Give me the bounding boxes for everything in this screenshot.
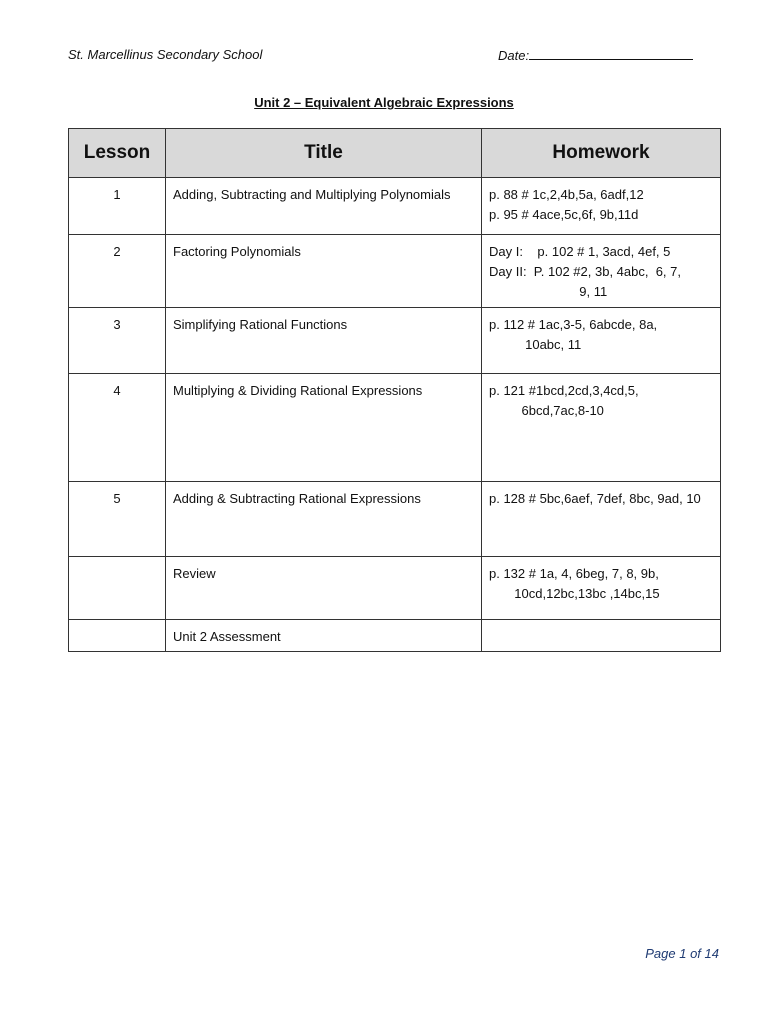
homework-line: p. 121 #1bcd,2cd,3,4cd,5, bbox=[489, 383, 639, 398]
title-cell bbox=[166, 308, 482, 374]
lesson-cell bbox=[69, 482, 166, 557]
homework-text bbox=[482, 620, 720, 627]
page-number: Page 1 of 14 bbox=[645, 946, 719, 961]
table-row bbox=[69, 557, 721, 620]
table-row bbox=[69, 178, 721, 235]
lesson-number bbox=[69, 557, 165, 564]
lesson-number: 2 bbox=[113, 244, 121, 259]
lesson-cell bbox=[69, 557, 166, 620]
title-cell bbox=[166, 620, 482, 652]
lesson-title: Unit 2 Assessment bbox=[173, 629, 281, 644]
table-row bbox=[69, 235, 721, 308]
table-header-row bbox=[69, 129, 721, 178]
lesson-title: Simplifying Rational Functions bbox=[173, 317, 348, 332]
homework-cell bbox=[482, 620, 721, 652]
homework-cell bbox=[482, 374, 721, 482]
homework-text bbox=[482, 557, 720, 604]
table-row bbox=[69, 482, 721, 557]
homework-line: p. 132 # 1a, 4, 6beg, 7, 8, 9b, bbox=[489, 566, 659, 581]
lesson-cell bbox=[69, 620, 166, 652]
title-cell bbox=[166, 235, 482, 308]
table-body bbox=[69, 178, 721, 652]
homework-line: Day I: p. 102 # 1, 3acd, 4ef, 5 bbox=[489, 244, 671, 259]
homework-text bbox=[482, 482, 720, 509]
lesson-title: Multiplying & Dividing Rational Expressions bbox=[173, 383, 423, 398]
title-cell bbox=[166, 482, 482, 557]
homework-cell bbox=[482, 308, 721, 374]
lesson-title: Factoring Polynomials bbox=[173, 244, 301, 259]
homework-table bbox=[68, 128, 721, 652]
column-header-title: Title bbox=[166, 129, 482, 178]
title-cell bbox=[166, 374, 482, 482]
lesson-number: 3 bbox=[113, 317, 121, 332]
homework-line: 9, 11 bbox=[489, 284, 608, 299]
homework-line: p. 95 # 4ace,5c,6f, 9b,11d bbox=[489, 207, 639, 222]
homework-text bbox=[482, 308, 720, 355]
title-cell bbox=[166, 557, 482, 620]
homework-line: p. 88 # 1c,2,4b,5a, 6adf,12 bbox=[489, 187, 644, 202]
homework-text bbox=[482, 235, 720, 302]
table-row bbox=[69, 374, 721, 482]
homework-cell bbox=[482, 178, 721, 235]
lesson-cell bbox=[69, 374, 166, 482]
homework-text bbox=[482, 374, 720, 421]
title-cell bbox=[166, 178, 482, 235]
homework-line: p. 128 # 5bc,6aef, 7def, 8bc, 9ad, 10 bbox=[489, 491, 701, 506]
column-header-lesson: Lesson bbox=[69, 129, 166, 178]
table-row bbox=[69, 308, 721, 374]
lesson-cell bbox=[69, 235, 166, 308]
lesson-title: Review bbox=[173, 566, 216, 581]
school-name: St. Marcellinus Secondary School bbox=[68, 47, 263, 62]
homework-text bbox=[482, 178, 720, 225]
lesson-title: Adding & Subtracting Rational Expressions bbox=[173, 491, 421, 506]
lesson-number: 5 bbox=[113, 491, 121, 506]
date-field bbox=[498, 47, 693, 63]
homework-line: p. 112 # 1ac,3-5, 6abcde, 8a, bbox=[489, 317, 658, 332]
homework-cell bbox=[482, 557, 721, 620]
homework-line: 6bcd,7ac,8-10 bbox=[489, 403, 604, 418]
homework-line: 10cd,12bc,13bc ,14bc,15 bbox=[489, 586, 660, 601]
column-header-homework: Homework bbox=[482, 129, 721, 178]
homework-cell bbox=[482, 235, 721, 308]
lesson-number: 4 bbox=[113, 383, 121, 398]
homework-cell bbox=[482, 482, 721, 557]
lesson-number: 1 bbox=[113, 187, 121, 202]
date-label: Date: bbox=[498, 48, 530, 63]
lesson-cell bbox=[69, 308, 166, 374]
homework-line: 10abc, 11 bbox=[489, 337, 582, 352]
lesson-number bbox=[69, 620, 165, 627]
lesson-cell bbox=[69, 178, 166, 235]
homework-line: Day II: P. 102 #2, 3b, 4abc, 6, 7, bbox=[489, 264, 681, 279]
lesson-title: Adding, Subtracting and Multiplying Polynomials bbox=[173, 187, 451, 202]
document-title: Unit 2 – Equivalent Algebraic Expressions bbox=[254, 95, 514, 110]
date-blank-line bbox=[529, 47, 693, 60]
table-row bbox=[69, 620, 721, 652]
